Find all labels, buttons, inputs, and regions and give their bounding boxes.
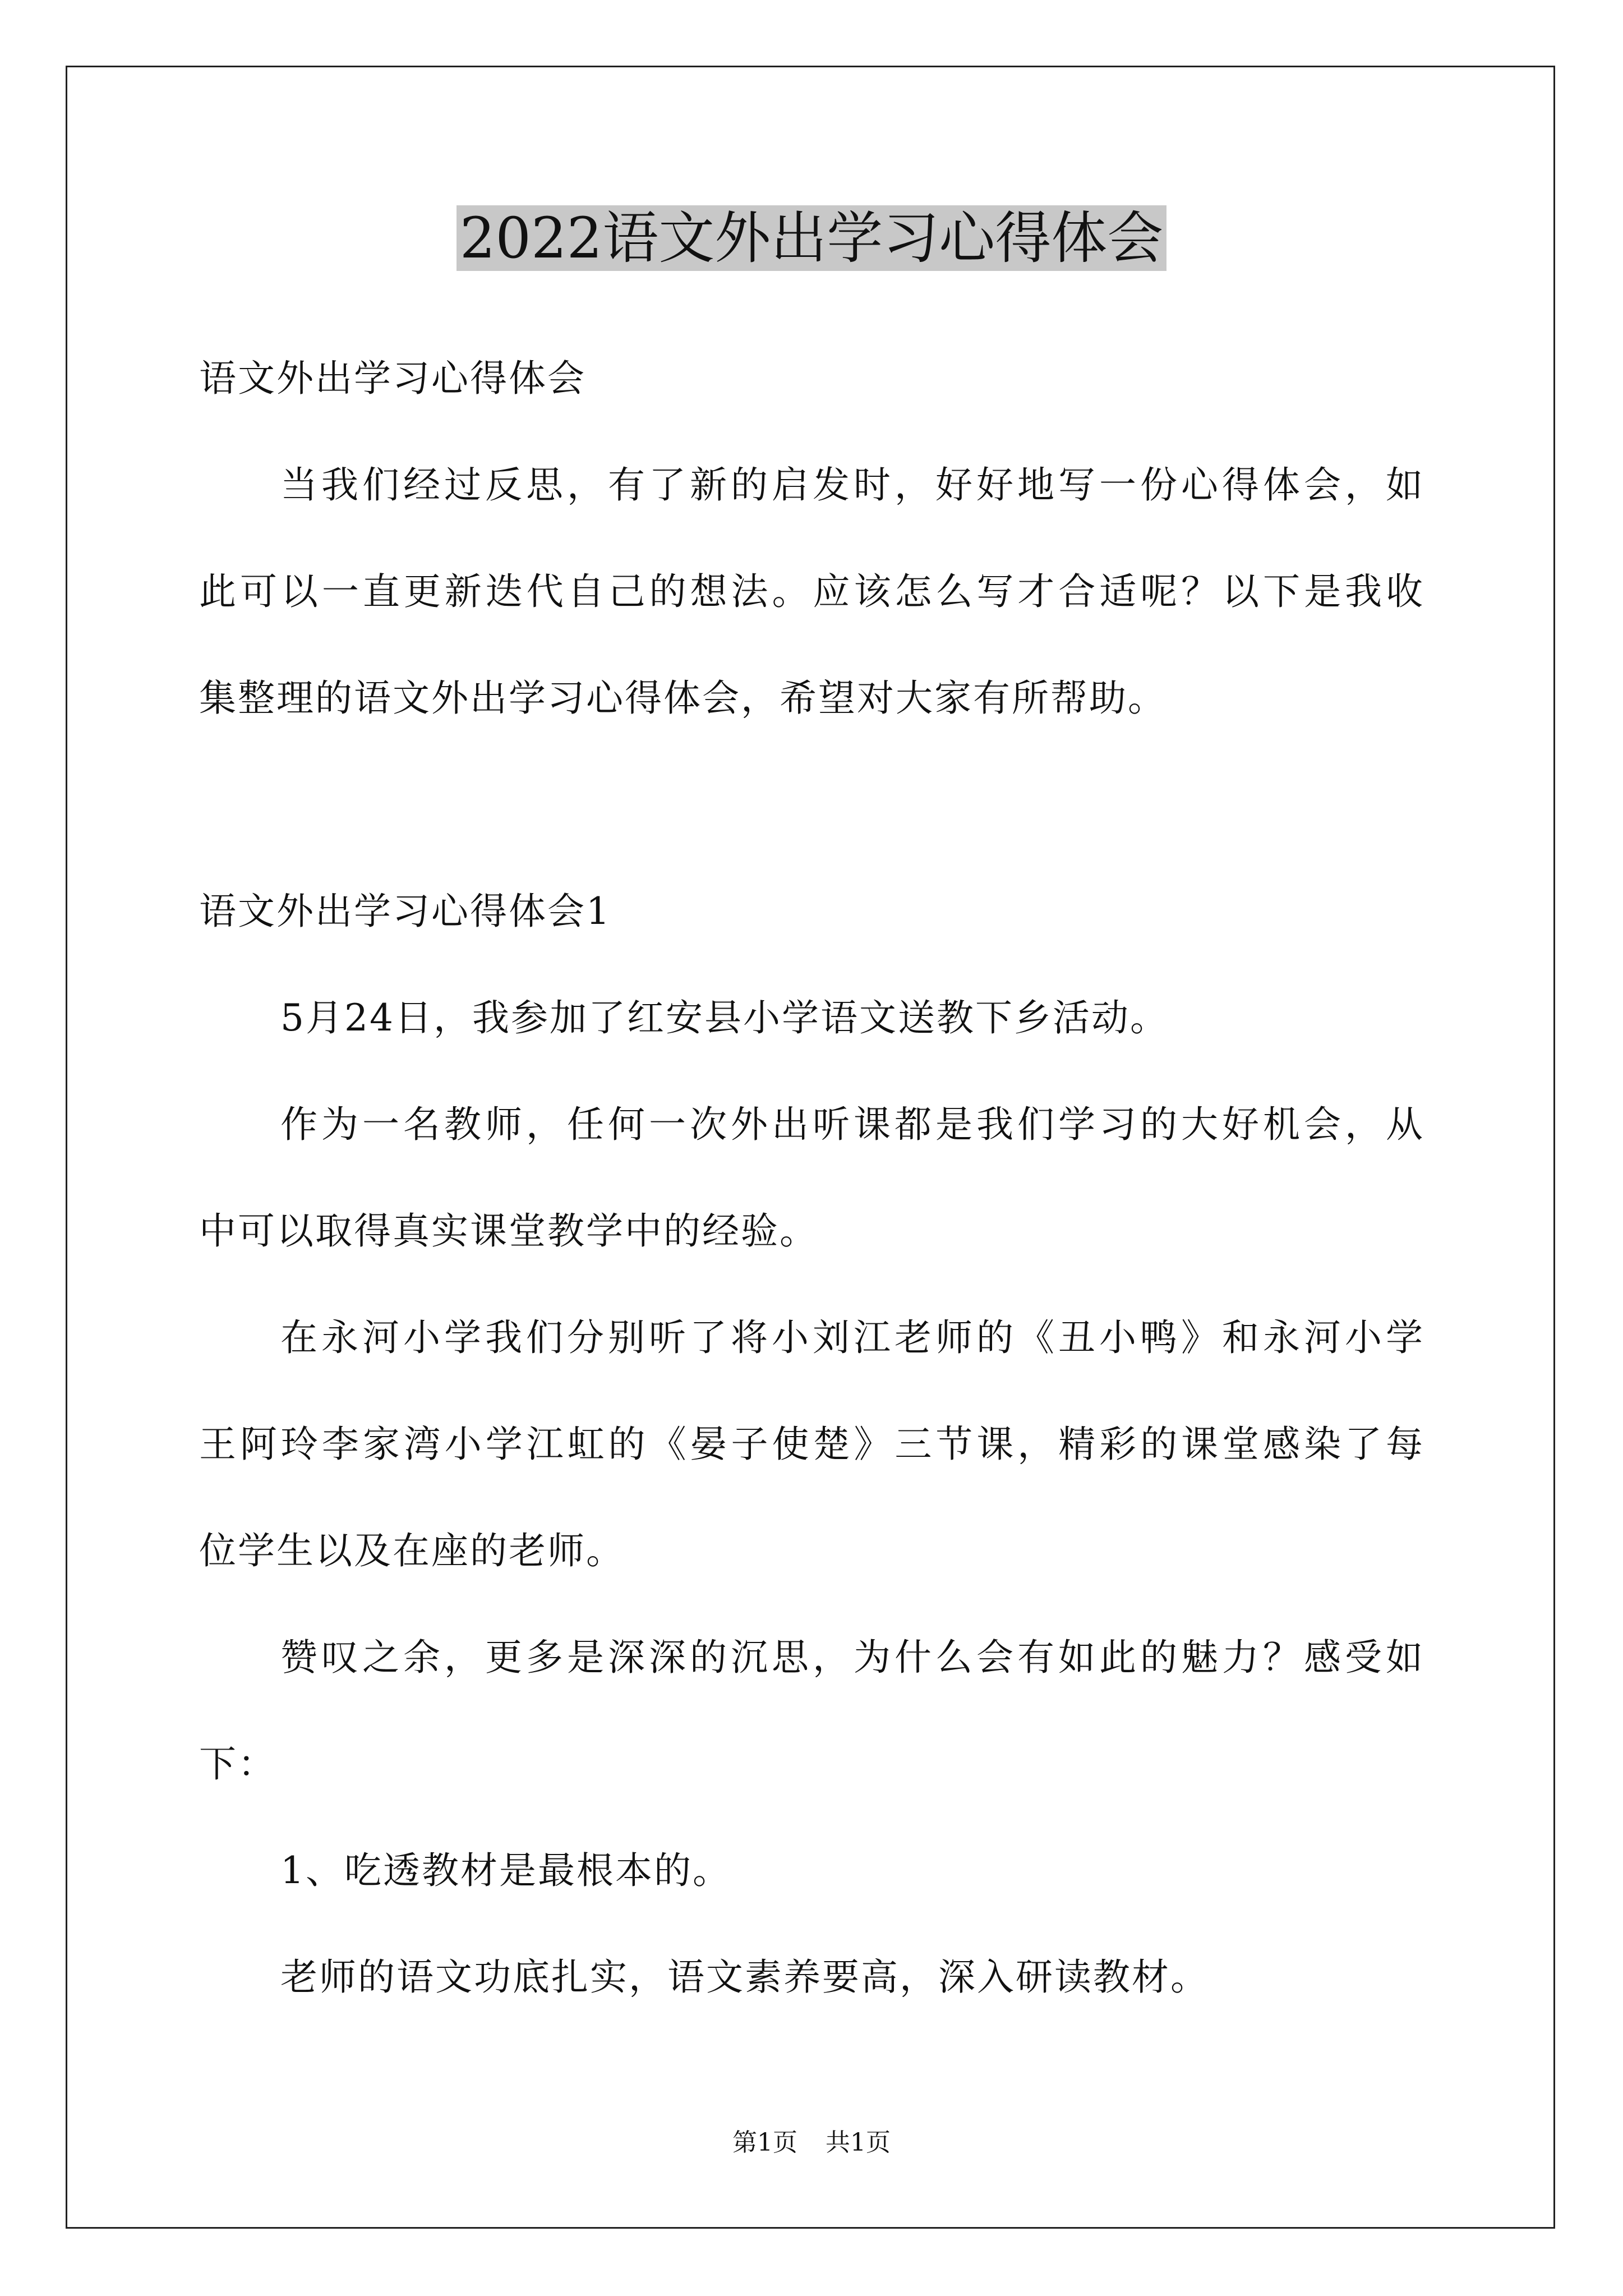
paragraph-line: 中可以取得真实课堂教学中的经验。 (199, 1209, 818, 1253)
page-footer (0, 2126, 1623, 2160)
paragraph-line: 赞叹之余，更多是深深的沉思，为什么会有如此的魅力？感受如 (280, 1636, 1424, 1679)
intro-line: 当我们经过反思，有了新的启发时，好好地写一份心得体会，如 (280, 463, 1424, 507)
subtitle: 语文外出学习心得体会 (199, 357, 586, 400)
intro-line: 此可以一直更新迭代自己的想法。应该怎么写才合适呢？以下是我收 (199, 570, 1424, 613)
paragraph-line: 下： (199, 1742, 276, 1786)
paragraph-line: 老师的语文功底扎实，语文素养要高，深入研读教材。 (280, 1955, 1209, 1999)
page-number-current: 第1页 (732, 2128, 797, 2157)
intro-line: 集整理的语文外出学习心得体会，希望对大家有所帮助。 (199, 677, 1166, 720)
paragraph-line: 5月24日，我参加了红安县小学语文送教下乡活动。 (280, 996, 1169, 1039)
paragraph-line: 作为一名教师，任何一次外出听课都是我们学习的大好机会，从 (280, 1103, 1424, 1146)
section-heading: 语文外出学习心得体会1 (199, 890, 611, 933)
paragraph-line: 位学生以及在座的老师。 (199, 1529, 625, 1572)
document-title: 2022语文外出学习心得体会 (0, 202, 1623, 275)
paragraph-line: 王阿玲李家湾小学江虹的《晏子使楚》三节课，精彩的课堂感染了每 (199, 1423, 1424, 1466)
list-item: 1、吃透教材是最根本的。 (280, 1849, 731, 1892)
paragraph-line: 在永河小学我们分别听了将小刘江老师的《丑小鸭》和永河小学 (280, 1316, 1424, 1359)
page-number-total: 共1页 (826, 2128, 891, 2157)
